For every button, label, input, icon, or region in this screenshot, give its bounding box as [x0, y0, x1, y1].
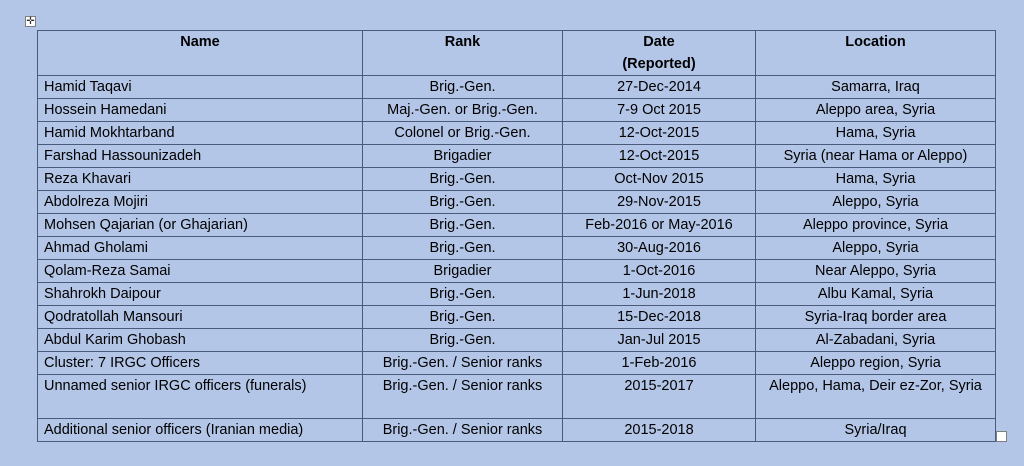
cell-location[interactable]: Hama, Syria: [756, 122, 996, 145]
cell-rank[interactable]: Brig.-Gen.: [363, 237, 563, 260]
cell-date[interactable]: 7-9 Oct 2015: [563, 99, 756, 122]
cell-rank[interactable]: Brig.-Gen.: [363, 283, 563, 306]
table-resize-handle-icon[interactable]: [996, 431, 1007, 442]
officers-table: [37, 30, 996, 442]
cell-location[interactable]: Aleppo, Syria: [756, 191, 996, 214]
table-row: [38, 260, 996, 283]
header-name: Name: [38, 31, 363, 76]
table-row: [38, 283, 996, 306]
cell-name[interactable]: Reza Khavari: [38, 168, 363, 191]
cell-rank[interactable]: Brig.-Gen.: [363, 76, 563, 99]
table-row: [38, 214, 996, 237]
cell-location[interactable]: Near Aleppo, Syria: [756, 260, 996, 283]
cell-name[interactable]: Hossein Hamedani: [38, 99, 363, 122]
header-rank: Rank: [363, 31, 563, 76]
table-row: [38, 76, 996, 99]
cell-location[interactable]: Albu Kamal, Syria: [756, 283, 996, 306]
cell-location[interactable]: Syria (near Hama or Aleppo): [756, 145, 996, 168]
table-move-handle-icon[interactable]: ✛: [26, 15, 35, 27]
cell-location[interactable]: Al-Zabadani, Syria: [756, 329, 996, 352]
table-row: [38, 99, 996, 122]
cell-name[interactable]: Additional senior officers (Iranian media): [38, 419, 363, 442]
cell-date[interactable]: Feb-2016 or May-2016: [563, 214, 756, 237]
cell-rank[interactable]: Brig.-Gen.: [363, 214, 563, 237]
cell-location[interactable]: Aleppo, Syria: [756, 237, 996, 260]
cell-date[interactable]: Jan-Jul 2015: [563, 329, 756, 352]
header-date: [563, 31, 756, 76]
cell-location[interactable]: Hama, Syria: [756, 168, 996, 191]
cell-rank[interactable]: Brig.-Gen.: [363, 329, 563, 352]
table-row: [38, 191, 996, 214]
cell-location[interactable]: Aleppo, Hama, Deir ez-Zor, Syria: [756, 375, 996, 419]
cell-name[interactable]: Cluster: 7 IRGC Officers: [38, 352, 363, 375]
table-row: [38, 122, 996, 145]
cell-name[interactable]: Qolam-Reza Samai: [38, 260, 363, 283]
cell-location[interactable]: Syria/Iraq: [756, 419, 996, 442]
cell-rank[interactable]: Brig.-Gen. / Senior ranks: [363, 419, 563, 442]
table-row: [38, 375, 996, 419]
cell-name[interactable]: Farshad Hassounizadeh: [38, 145, 363, 168]
cell-rank[interactable]: Brigadier: [363, 145, 563, 168]
cell-date[interactable]: 15-Dec-2018: [563, 306, 756, 329]
cell-location[interactable]: Samarra, Iraq: [756, 76, 996, 99]
cell-rank[interactable]: Brig.-Gen.: [363, 168, 563, 191]
cell-date[interactable]: 12-Oct-2015: [563, 145, 756, 168]
cell-name[interactable]: Abdolreza Mojiri: [38, 191, 363, 214]
cell-rank[interactable]: Brig.-Gen.: [363, 191, 563, 214]
cell-rank[interactable]: Brig.-Gen. / Senior ranks: [363, 375, 563, 419]
header-location: Location: [756, 31, 996, 76]
cell-location[interactable]: Syria-Iraq border area: [756, 306, 996, 329]
header-date-line1: Date: [643, 34, 675, 50]
cell-date[interactable]: 1-Feb-2016: [563, 352, 756, 375]
table-row: [38, 306, 996, 329]
table-row: [38, 168, 996, 191]
cell-rank[interactable]: Brigadier: [363, 260, 563, 283]
cell-date[interactable]: 29-Nov-2015: [563, 191, 756, 214]
cell-location[interactable]: Aleppo area, Syria: [756, 99, 996, 122]
cell-rank[interactable]: Maj.-Gen. or Brig.-Gen.: [363, 99, 563, 122]
cell-name[interactable]: Hamid Taqavi: [38, 76, 363, 99]
table-row: [38, 237, 996, 260]
cell-date[interactable]: 27-Dec-2014: [563, 76, 756, 99]
cell-date[interactable]: Oct-Nov 2015: [563, 168, 756, 191]
cell-date[interactable]: 12-Oct-2015: [563, 122, 756, 145]
cell-name[interactable]: Ahmad Gholami: [38, 237, 363, 260]
cell-name[interactable]: Abdul Karim Ghobash: [38, 329, 363, 352]
cell-date[interactable]: 30-Aug-2016: [563, 237, 756, 260]
cell-rank[interactable]: Colonel or Brig.-Gen.: [363, 122, 563, 145]
cell-rank[interactable]: Brig.-Gen.: [363, 306, 563, 329]
header-date-line2: (Reported): [622, 56, 696, 72]
table-header-row: [38, 31, 996, 76]
cell-rank[interactable]: Brig.-Gen. / Senior ranks: [363, 352, 563, 375]
table-row: [38, 145, 996, 168]
cell-date[interactable]: 1-Jun-2018: [563, 283, 756, 306]
cell-name[interactable]: Shahrokh Daipour: [38, 283, 363, 306]
cell-date[interactable]: 2015-2018: [563, 419, 756, 442]
cell-date[interactable]: 1-Oct-2016: [563, 260, 756, 283]
cell-name[interactable]: Unnamed senior IRGC officers (funerals): [38, 375, 363, 419]
table-row: [38, 352, 996, 375]
cell-name[interactable]: Hamid Mokhtarband: [38, 122, 363, 145]
cell-date[interactable]: 2015-2017: [563, 375, 756, 419]
cell-location[interactable]: Aleppo region, Syria: [756, 352, 996, 375]
cell-name[interactable]: Mohsen Qajarian (or Ghajarian): [38, 214, 363, 237]
cell-name[interactable]: Qodratollah Mansouri: [38, 306, 363, 329]
table-row: [38, 419, 996, 442]
table-row: [38, 329, 996, 352]
cell-location[interactable]: Aleppo province, Syria: [756, 214, 996, 237]
